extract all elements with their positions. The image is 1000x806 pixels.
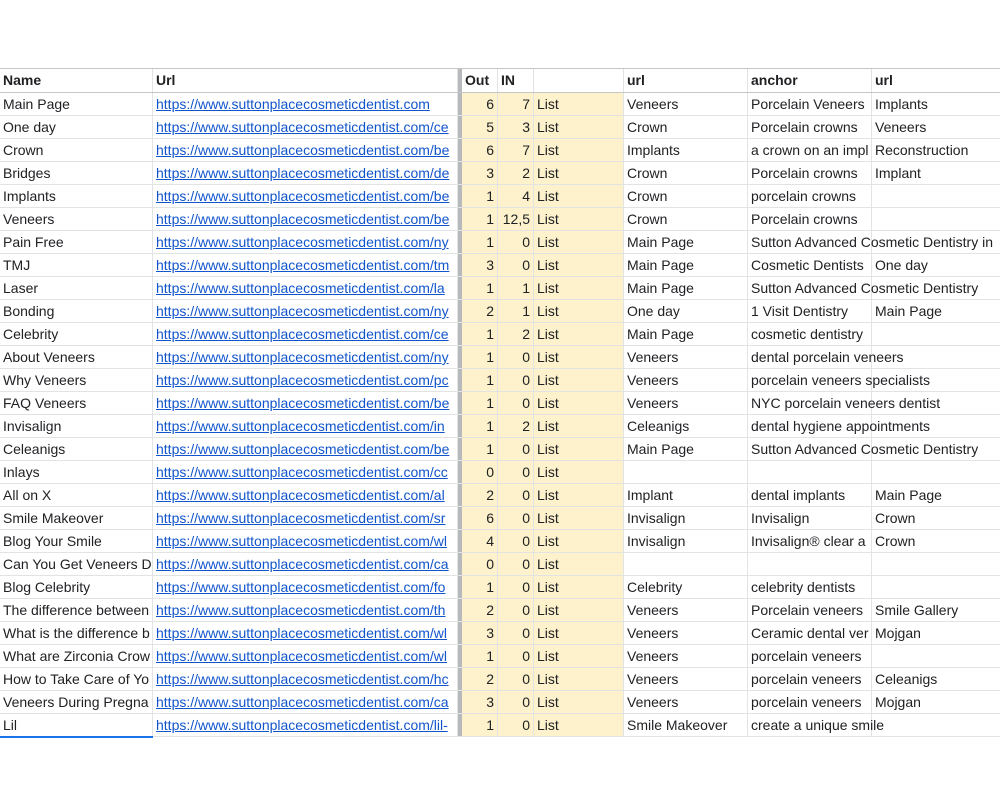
target-url-cell[interactable]: Veneers — [624, 691, 748, 713]
table-row — [0, 162, 1000, 185]
out-count-cell[interactable]: 1 — [462, 208, 498, 230]
in-count-cell[interactable]: 4 — [498, 185, 534, 207]
table-row — [0, 392, 1000, 415]
out-count-cell[interactable]: 0 — [462, 461, 498, 483]
target-url-cell[interactable]: Veneers — [624, 599, 748, 621]
target-url-cell[interactable]: One day — [624, 300, 748, 322]
list-cell[interactable]: List — [534, 553, 624, 575]
out-count-cell[interactable]: 1 — [462, 415, 498, 437]
second-url-cell[interactable] — [872, 185, 1000, 207]
url-link[interactable]: https://www.suttonplacecosmeticdentist.com/de — [153, 162, 458, 184]
name-cell[interactable]: What is the difference b — [0, 622, 153, 644]
url-link[interactable]: https://www.suttonplacecosmeticdentist.com/in — [153, 415, 458, 437]
table-row — [0, 277, 1000, 300]
list-cell[interactable]: List — [534, 369, 624, 391]
anchor-cell[interactable]: porcelain crowns — [748, 185, 872, 207]
second-url-cell[interactable]: Implant — [875, 165, 921, 181]
table-row — [0, 576, 1000, 599]
target-url-cell[interactable]: Smile Makeover — [624, 714, 748, 736]
url-link[interactable]: https://www.suttonplacecosmeticdentist.com/ca — [153, 553, 458, 575]
in-count-cell[interactable]: 1 — [498, 300, 534, 322]
url-link[interactable]: https://www.suttonplacecosmeticdentist.com — [153, 93, 458, 115]
anchor-cell[interactable]: celebrity dentists — [748, 576, 872, 598]
list-cell[interactable]: List — [534, 277, 624, 299]
target-url-cell[interactable]: Veneers — [624, 645, 748, 667]
list-cell[interactable]: List — [534, 162, 624, 184]
out-count-cell[interactable]: 2 — [462, 484, 498, 506]
header-row — [0, 68, 1000, 93]
out-count-cell[interactable]: 1 — [462, 392, 498, 414]
list-cell[interactable]: List — [534, 438, 624, 460]
table-row — [0, 185, 1000, 208]
second-url-cell[interactable]: Mojgan — [875, 625, 921, 641]
list-cell[interactable]: List — [534, 185, 624, 207]
header-anchor[interactable]: anchor — [748, 69, 872, 92]
target-url-cell[interactable]: Crown — [624, 116, 748, 138]
in-count-cell[interactable]: 0 — [498, 553, 534, 575]
url-link[interactable]: https://www.suttonplacecosmeticdentist.com/al — [153, 484, 458, 506]
header-list[interactable] — [534, 69, 624, 92]
anchor-cell[interactable]: Porcelain crowns — [748, 208, 872, 230]
out-count-cell[interactable]: 6 — [462, 507, 498, 529]
url-link[interactable]: https://www.suttonplacecosmeticdentist.com/tm — [153, 254, 458, 276]
target-url-cell[interactable]: Crown — [624, 208, 748, 230]
table-row — [0, 530, 1000, 553]
list-cell[interactable]: List — [534, 484, 624, 506]
table-row — [0, 438, 1000, 461]
url-link[interactable]: https://www.suttonplacecosmeticdentist.com/ny — [153, 346, 458, 368]
url-link[interactable]: https://www.suttonplacecosmeticdentist.com/be — [153, 438, 458, 460]
list-cell[interactable]: List — [534, 116, 624, 138]
anchor-cell[interactable] — [748, 461, 872, 483]
in-count-cell[interactable]: 0 — [498, 622, 534, 644]
target-url-cell[interactable] — [624, 461, 748, 483]
anchor-cell[interactable]: dental implants — [748, 484, 872, 506]
spreadsheet-grid[interactable] — [0, 68, 1000, 737]
table-row — [0, 714, 1000, 737]
table-row — [0, 507, 1000, 530]
name-cell[interactable]: Lil — [0, 714, 153, 736]
out-count-cell[interactable]: 5 — [462, 116, 498, 138]
target-url-cell[interactable]: Veneers — [624, 622, 748, 644]
url-link[interactable]: https://www.suttonplacecosmeticdentist.com/sr — [153, 507, 458, 529]
list-cell[interactable]: List — [534, 622, 624, 644]
list-cell[interactable]: List — [534, 254, 624, 276]
second-url-cell[interactable]: One day — [875, 257, 928, 273]
name-cell[interactable]: Blog Your Smile — [0, 530, 153, 552]
table-row — [0, 93, 1000, 116]
in-count-cell[interactable]: 12,5 — [498, 208, 534, 230]
second-url-cell[interactable]: Celeanigs — [875, 671, 938, 687]
url-link[interactable]: https://www.suttonplacecosmeticdentist.com/pc — [153, 369, 458, 391]
name-cell[interactable]: Implants — [0, 185, 153, 207]
second-url-cell[interactable]: Smile Gallery — [875, 602, 959, 618]
list-cell[interactable]: List — [534, 300, 624, 322]
name-cell[interactable]: The difference between — [0, 599, 153, 621]
anchor-cell[interactable]: Porcelain crowns — [748, 162, 872, 184]
table-row — [0, 254, 1000, 277]
list-cell[interactable]: List — [534, 576, 624, 598]
anchor-cell[interactable]: dental hygiene appointments — [748, 415, 872, 437]
target-url-cell[interactable]: Main Page — [624, 323, 748, 345]
table-row — [0, 599, 1000, 622]
target-url-cell[interactable]: Celebrity — [624, 576, 748, 598]
url-link[interactable]: https://www.suttonplacecosmeticdentist.com/wl — [153, 530, 458, 552]
url-link[interactable]: https://www.suttonplacecosmeticdentist.com/wl — [153, 622, 458, 644]
in-count-cell[interactable]: 7 — [498, 139, 534, 161]
table-row — [0, 369, 1000, 392]
anchor-cell[interactable]: Sutton Advanced Cosmetic Dentistry in — [748, 231, 872, 253]
url-link[interactable]: https://www.suttonplacecosmeticdentist.com/fo — [153, 576, 458, 598]
table-row — [0, 231, 1000, 254]
target-url-cell[interactable]: Main Page — [624, 231, 748, 253]
in-count-cell[interactable]: 0 — [498, 507, 534, 529]
anchor-cell[interactable]: Ceramic dental ver — [748, 622, 872, 644]
header-url3[interactable]: url — [875, 72, 893, 88]
name-cell[interactable]: Invisalign — [0, 415, 153, 437]
out-count-cell[interactable]: 3 — [462, 622, 498, 644]
name-cell[interactable]: Veneers — [0, 208, 153, 230]
name-cell[interactable]: FAQ Veneers — [0, 392, 153, 414]
table-row — [0, 300, 1000, 323]
list-cell[interactable]: List — [534, 323, 624, 345]
anchor-cell[interactable]: Cosmetic Dentists — [748, 254, 872, 276]
header-in[interactable]: IN — [498, 69, 534, 92]
name-cell[interactable]: Can You Get Veneers D — [0, 553, 153, 575]
target-url-cell[interactable]: Implants — [624, 139, 748, 161]
active-cell-indicator — [0, 736, 153, 738]
in-count-cell[interactable]: 0 — [498, 438, 534, 460]
list-cell[interactable]: List — [534, 208, 624, 230]
url-link[interactable]: https://www.suttonplacecosmeticdentist.com/ce — [153, 323, 458, 345]
list-cell[interactable]: List — [534, 415, 624, 437]
out-count-cell[interactable]: 1 — [462, 714, 498, 736]
table-row — [0, 668, 1000, 691]
table-body — [0, 93, 1000, 737]
name-cell[interactable]: Inlays — [0, 461, 153, 483]
url-link[interactable]: https://www.suttonplacecosmeticdentist.com/la — [153, 277, 458, 299]
target-url-cell[interactable]: Veneers — [624, 668, 748, 690]
in-count-cell[interactable]: 0 — [498, 392, 534, 414]
list-cell[interactable]: List — [534, 93, 624, 115]
list-cell[interactable]: List — [534, 392, 624, 414]
list-cell[interactable]: List — [534, 139, 624, 161]
out-count-cell[interactable]: 2 — [462, 300, 498, 322]
name-cell[interactable]: How to Take Care of Yo — [0, 668, 153, 690]
target-url-cell[interactable]: Invisalign — [624, 507, 748, 529]
anchor-cell[interactable]: porcelain veneers — [748, 691, 872, 713]
anchor-cell[interactable]: 1 Visit Dentistry — [748, 300, 872, 322]
second-url-cell[interactable]: Reconstruction — [875, 142, 969, 158]
out-count-cell[interactable]: 2 — [462, 599, 498, 621]
out-count-cell[interactable]: 1 — [462, 346, 498, 368]
in-count-cell[interactable]: 2 — [498, 162, 534, 184]
anchor-cell[interactable]: Sutton Advanced Cosmetic Dentistry — [748, 438, 872, 460]
table-row — [0, 139, 1000, 162]
table-row — [0, 553, 1000, 576]
anchor-cell[interactable]: porcelain veneers — [748, 668, 872, 690]
name-cell[interactable]: Laser — [0, 277, 153, 299]
anchor-cell[interactable]: Invisalign — [748, 507, 872, 529]
name-cell[interactable]: Bonding — [0, 300, 153, 322]
in-count-cell[interactable]: 0 — [498, 530, 534, 552]
name-cell[interactable]: Crown — [0, 139, 153, 161]
out-count-cell[interactable]: 2 — [462, 668, 498, 690]
list-cell[interactable]: List — [534, 714, 624, 736]
name-cell[interactable]: Smile Makeover — [0, 507, 153, 529]
url-link[interactable]: https://www.suttonplacecosmeticdentist.com/th — [153, 599, 458, 621]
second-url-cell[interactable]: Mojgan — [875, 694, 921, 710]
second-url-cell[interactable] — [872, 714, 1000, 736]
header-url2[interactable]: url — [624, 69, 748, 92]
in-count-cell[interactable]: 3 — [498, 116, 534, 138]
in-count-cell[interactable]: 0 — [498, 576, 534, 598]
list-cell[interactable]: List — [534, 645, 624, 667]
out-count-cell[interactable]: 1 — [462, 185, 498, 207]
out-count-cell[interactable]: 1 — [462, 438, 498, 460]
in-count-cell[interactable]: 0 — [498, 346, 534, 368]
anchor-cell[interactable]: dental porcelain veneers — [748, 346, 872, 368]
url-link[interactable]: https://www.suttonplacecosmeticdentist.com/cc — [153, 461, 458, 483]
anchor-cell[interactable]: cosmetic dentistry — [748, 323, 872, 345]
out-count-cell[interactable]: 4 — [462, 530, 498, 552]
second-url-cell[interactable] — [872, 645, 1000, 667]
header-out[interactable]: Out — [462, 69, 498, 92]
list-cell[interactable]: List — [534, 599, 624, 621]
list-cell[interactable]: List — [534, 691, 624, 713]
anchor-cell[interactable]: Sutton Advanced Cosmetic Dentistry — [748, 277, 872, 299]
second-url-cell[interactable]: Main Page — [875, 487, 942, 503]
anchor-cell[interactable]: Porcelain crowns — [748, 116, 872, 138]
name-cell[interactable]: All on X — [0, 484, 153, 506]
anchor-cell[interactable]: Invisalign® clear a — [748, 530, 872, 552]
out-count-cell[interactable]: 6 — [462, 139, 498, 161]
target-url-cell[interactable]: Veneers — [624, 369, 748, 391]
url-link[interactable]: https://www.suttonplacecosmeticdentist.com/lil- — [153, 714, 458, 736]
out-count-cell[interactable]: 3 — [462, 691, 498, 713]
target-url-cell[interactable]: Crown — [624, 185, 748, 207]
name-cell[interactable]: TMJ — [0, 254, 153, 276]
target-url-cell[interactable]: Veneers — [624, 392, 748, 414]
second-url-cell[interactable] — [872, 208, 1000, 230]
name-cell[interactable]: About Veneers — [0, 346, 153, 368]
table-row — [0, 346, 1000, 369]
list-cell[interactable]: List — [534, 346, 624, 368]
in-count-cell[interactable]: 2 — [498, 323, 534, 345]
in-count-cell[interactable]: 0 — [498, 254, 534, 276]
in-count-cell[interactable]: 0 — [498, 668, 534, 690]
in-count-cell[interactable]: 0 — [498, 599, 534, 621]
list-cell[interactable]: List — [534, 668, 624, 690]
name-cell[interactable]: What are Zirconia Crow — [0, 645, 153, 667]
name-cell[interactable]: Pain Free — [0, 231, 153, 253]
second-url-cell[interactable]: Main Page — [875, 303, 942, 319]
in-count-cell[interactable]: 0 — [498, 484, 534, 506]
second-url-cell[interactable] — [872, 461, 1000, 483]
url-link[interactable]: https://www.suttonplacecosmeticdentist.com/ny — [153, 231, 458, 253]
anchor-cell[interactable] — [748, 553, 872, 575]
target-url-cell[interactable]: Celeanigs — [624, 415, 748, 437]
anchor-cell[interactable]: Porcelain Veneers — [748, 93, 872, 115]
url-link[interactable]: https://www.suttonplacecosmeticdentist.com/be — [153, 392, 458, 414]
in-count-cell[interactable]: 2 — [498, 415, 534, 437]
out-count-cell[interactable]: 3 — [462, 162, 498, 184]
url-link[interactable]: https://www.suttonplacecosmeticdentist.com/ny — [153, 300, 458, 322]
second-url-cell[interactable]: Implants — [875, 96, 928, 112]
table-row — [0, 484, 1000, 507]
second-url-cell[interactable]: Crown — [875, 510, 916, 526]
name-cell[interactable]: Main Page — [0, 93, 153, 115]
second-url-cell[interactable]: Veneers — [875, 119, 927, 135]
table-row — [0, 323, 1000, 346]
target-url-cell[interactable]: Veneers — [624, 346, 748, 368]
table-row — [0, 622, 1000, 645]
target-url-cell[interactable]: Main Page — [624, 277, 748, 299]
in-count-cell[interactable]: 0 — [498, 461, 534, 483]
anchor-cell[interactable]: porcelain veneers specialists — [748, 369, 872, 391]
name-cell[interactable]: Veneers During Pregna — [0, 691, 153, 713]
url-link[interactable]: https://www.suttonplacecosmeticdentist.com/wl — [153, 645, 458, 667]
out-count-cell[interactable]: 1 — [462, 323, 498, 345]
target-url-cell[interactable]: Main Page — [624, 254, 748, 276]
name-cell[interactable]: Celeanigs — [0, 438, 153, 460]
name-cell[interactable]: One day — [0, 116, 153, 138]
second-url-cell[interactable] — [872, 323, 1000, 345]
url-link[interactable]: https://www.suttonplacecosmeticdentist.com/ce — [153, 116, 458, 138]
header-url[interactable]: Url — [153, 69, 458, 92]
table-row — [0, 116, 1000, 139]
name-cell[interactable]: Bridges — [0, 162, 153, 184]
out-count-cell[interactable]: 1 — [462, 369, 498, 391]
out-count-cell[interactable]: 1 — [462, 645, 498, 667]
table-row — [0, 645, 1000, 668]
table-row — [0, 208, 1000, 231]
header-name[interactable]: Name — [0, 69, 153, 92]
in-count-cell[interactable]: 0 — [498, 691, 534, 713]
anchor-cell[interactable]: NYC porcelain veneers dentist — [748, 392, 872, 414]
url-link[interactable]: https://www.suttonplacecosmeticdentist.com/be — [153, 139, 458, 161]
in-count-cell[interactable]: 0 — [498, 645, 534, 667]
url-link[interactable]: https://www.suttonplacecosmeticdentist.com/ca — [153, 691, 458, 713]
name-cell[interactable]: Blog Celebrity — [0, 576, 153, 598]
target-url-cell[interactable]: Veneers — [624, 93, 748, 115]
out-count-cell[interactable]: 1 — [462, 576, 498, 598]
table-row — [0, 691, 1000, 714]
target-url-cell[interactable]: Main Page — [624, 438, 748, 460]
out-count-cell[interactable]: 0 — [462, 553, 498, 575]
anchor-cell[interactable]: a crown on an impl — [748, 139, 872, 161]
url-link[interactable]: https://www.suttonplacecosmeticdentist.com/hc — [153, 668, 458, 690]
second-url-cell[interactable] — [872, 553, 1000, 575]
target-url-cell[interactable]: Invisalign — [624, 530, 748, 552]
anchor-cell[interactable]: porcelain veneers — [748, 645, 872, 667]
target-url-cell[interactable]: Implant — [624, 484, 748, 506]
list-cell[interactable]: List — [534, 461, 624, 483]
list-cell[interactable]: List — [534, 231, 624, 253]
table-row — [0, 415, 1000, 438]
in-count-cell[interactable]: 0 — [498, 369, 534, 391]
out-count-cell[interactable]: 1 — [462, 277, 498, 299]
table-row — [0, 461, 1000, 484]
in-count-cell[interactable]: 1 — [498, 277, 534, 299]
name-cell[interactable]: Why Veneers — [0, 369, 153, 391]
target-url-cell[interactable] — [624, 553, 748, 575]
out-count-cell[interactable]: 6 — [462, 93, 498, 115]
target-url-cell[interactable]: Crown — [624, 162, 748, 184]
in-count-cell[interactable]: 7 — [498, 93, 534, 115]
out-count-cell[interactable]: 3 — [462, 254, 498, 276]
in-count-cell[interactable]: 0 — [498, 231, 534, 253]
in-count-cell[interactable]: 0 — [498, 714, 534, 736]
second-url-cell[interactable]: Crown — [875, 533, 916, 549]
list-cell[interactable]: List — [534, 507, 624, 529]
anchor-cell[interactable]: create a unique smile — [748, 714, 872, 736]
name-cell[interactable]: Celebrity — [0, 323, 153, 345]
url-link[interactable]: https://www.suttonplacecosmeticdentist.com/be — [153, 185, 458, 207]
anchor-cell[interactable]: Porcelain veneers — [748, 599, 872, 621]
second-url-cell[interactable] — [872, 576, 1000, 598]
out-count-cell[interactable]: 1 — [462, 231, 498, 253]
list-cell[interactable]: List — [534, 530, 624, 552]
url-link[interactable]: https://www.suttonplacecosmeticdentist.com/be — [153, 208, 458, 230]
